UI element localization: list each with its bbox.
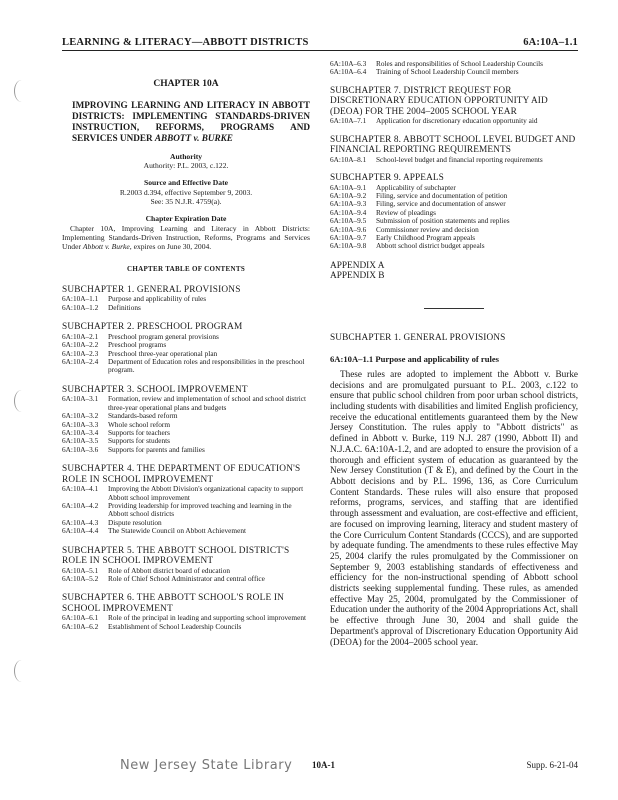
toc-entry-number: 6A:10A–9.2 xyxy=(330,191,367,201)
toc-entry-number: 6A:10A–6.3 xyxy=(330,59,367,68)
left-column xyxy=(62,60,310,631)
toc-subchapter-heading: SUBCHAPTER 5. THE ABBOTT SCHOOL DISTRICT'S ROLE IN SCHOOL IMPROVEMENT xyxy=(62,545,290,567)
toc-entry-label: Filing, service and documentation of petition xyxy=(376,191,508,201)
toc-entry-number: 6A:10A–9.5 xyxy=(330,216,367,226)
toc-entry-number: 6A:10A–9.3 xyxy=(330,199,367,209)
toc-entry xyxy=(330,242,578,250)
toc-entry-number: 6A:10A–7.1 xyxy=(330,116,367,126)
toc-entry xyxy=(62,412,310,420)
chapter-number: CHAPTER 10A xyxy=(153,79,219,89)
source-heading: Source and Effective Date xyxy=(143,178,228,188)
appendix-a: APPENDIX A xyxy=(330,260,385,271)
toc-entry-label: Review of pleadings xyxy=(376,207,436,217)
toc-entry-number: 6A:10A–2.2 xyxy=(62,340,99,350)
toc-entry xyxy=(62,358,310,375)
appendix-b: APPENDIX B xyxy=(330,271,385,282)
toc-entry-number: 6A:10A–1.1 xyxy=(62,294,99,304)
toc-entry-label: Role of Chief School Administrator and central office xyxy=(108,574,265,583)
toc-entry-label: Dispute resolution xyxy=(108,517,162,527)
toc-entry-label: Definitions xyxy=(108,302,141,312)
toc-entry xyxy=(62,421,310,429)
toc-subchapter-heading: SUBCHAPTER 2. PRESCHOOL PROGRAM xyxy=(62,322,243,333)
toc-entry-number: 6A:10A–8.1 xyxy=(330,154,367,164)
punch-mark-middle xyxy=(14,390,29,412)
toc-entry-label: Providing leadership for improved teaching and learning in the Abbott school districts xyxy=(108,500,292,519)
toc-subchapter-heading: SUBCHAPTER 7. DISTRICT REQUEST FOR DISCRETIONARY EDUCATION OPPORTUNITY AID (DEOA) FOR THE 2004–2005 SCHOOL YEAR xyxy=(330,85,548,117)
toc-entry-label: Application for discretionary education opportunity aid xyxy=(376,116,538,126)
toc-entry-label: Filing, service and documentation of answer xyxy=(376,199,506,209)
toc-entry xyxy=(62,502,310,519)
page-number: 10A-1 xyxy=(312,760,335,770)
toc-subchapter-heading: SUBCHAPTER 9. APPEALS xyxy=(330,173,444,184)
toc-subchapter-heading: SUBCHAPTER 1. GENERAL PROVISIONS xyxy=(62,284,241,295)
toc-entry-label: Department of Education roles and responsibilities in the preschool program. xyxy=(108,357,305,375)
body-section-heading: 6A:10A–1.1 Purpose and applicability of rules xyxy=(330,354,500,365)
toc-subchapter-heading: SUBCHAPTER 4. THE DEPARTMENT OF EDUCATION'S ROLE IN SCHOOL IMPROVEMENT xyxy=(62,464,301,485)
chapter-title: IMPROVING LEARNING AND LITERACY IN ABBOTT DISTRICTS: IMPLEMENTING STANDARDS-DRIVEN INSTRUCTION, REFORMS, PROGRAMS AND SERVICES UNDER ABBOTT v. BURKE xyxy=(72,99,310,143)
section-divider xyxy=(424,308,484,309)
toc-entry-label: Roles and responsibilities of School Leadership Councils xyxy=(376,59,543,68)
toc-entry-number: 6A:10A–9.6 xyxy=(330,224,367,234)
toc-entry-label: Formation, review and implementation of school and school district three-year operational plans and budgets xyxy=(108,394,306,412)
toc-entry-label: Abbott school district budget appeals xyxy=(376,241,485,251)
toc-entry-number: 6A:10A–2.3 xyxy=(62,348,99,358)
source-line-1: R.2003 d.394, effective September 9, 2003. xyxy=(119,187,253,197)
toc-entry-label: Preschool programs xyxy=(108,340,167,350)
toc-entry-number: 6A:10A–9.4 xyxy=(330,207,367,217)
toc-entry-label: Role of Abbott district board of education xyxy=(108,565,230,575)
toc-entry-label: Preschool program general provisions xyxy=(108,331,219,341)
toc-entry xyxy=(330,117,578,125)
toc-entry-label: Early Childhood Program appeals xyxy=(376,233,476,243)
toc-entry-label: Applicability of subchapter xyxy=(376,182,456,192)
toc-entry xyxy=(62,333,310,341)
toc-entry-number: 6A:10A–9.8 xyxy=(330,241,367,251)
library-stamp: New Jersey State Library xyxy=(120,758,293,773)
toc-entry-number: 6A:10A–3.3 xyxy=(62,419,99,429)
toc-entry-label: School-level budget and financial reporting requirements xyxy=(376,154,543,164)
toc-entry-number: 6A:10A–2.4 xyxy=(62,357,99,366)
toc-entry-number: 6A:10A–4.1 xyxy=(62,484,99,494)
body-subchapter-heading: SUBCHAPTER 1. GENERAL PROVISIONS xyxy=(330,332,506,343)
toc-entry xyxy=(62,485,310,502)
toc-entry xyxy=(330,68,578,76)
toc-entry-number: 6A:10A–3.1 xyxy=(62,394,99,404)
toc-continued-items xyxy=(330,60,578,77)
toc-entry-number: 6A:10A–6.2 xyxy=(62,621,99,631)
toc-entry-number: 6A:10A–2.1 xyxy=(62,331,99,341)
running-header xyxy=(62,36,578,51)
toc-entry-number: 6A:10A–6.1 xyxy=(62,613,99,623)
toc-left-list xyxy=(62,285,310,631)
toc-subchapter-heading: SUBCHAPTER 8. ABBOTT SCHOOL LEVEL BUDGET AND FINANCIAL REPORTING REQUIREMENTS xyxy=(330,134,576,156)
header-title: LEARNING & LITERACY—ABBOTT DISTRICTS xyxy=(62,37,309,48)
toc-entry-label: Supports for teachers xyxy=(108,427,171,437)
toc-entry-label: Improving the Abbott Division's organizational capacity to support Abbott school improvement xyxy=(108,484,304,502)
toc-subchapter-heading: SUBCHAPTER 3. SCHOOL IMPROVEMENT xyxy=(62,384,248,395)
toc-entry-label: Role of the principal in leading and supporting school improvement xyxy=(108,613,306,623)
toc-entry xyxy=(62,446,310,454)
toc-entry-label: Supports for students xyxy=(108,436,171,446)
toc-entry-number: 6A:10A–4.3 xyxy=(62,517,99,527)
toc-entry xyxy=(62,395,310,412)
toc-entry-label: Supports for parents and families xyxy=(108,444,205,454)
toc-entry xyxy=(62,304,310,312)
toc-entry xyxy=(62,295,310,303)
toc-entry-label: Preschool three-year operational plan xyxy=(108,348,218,358)
toc-entry-number: 6A:10A–3.5 xyxy=(62,436,99,446)
expiration-heading: Chapter Expiration Date xyxy=(145,213,227,223)
toc-entry xyxy=(62,575,310,583)
right-column xyxy=(330,60,578,647)
toc-entry-number: 6A:10A–1.2 xyxy=(62,302,99,312)
page-footer xyxy=(62,758,578,778)
toc-right-list xyxy=(330,86,578,251)
toc-entry-label: Whole school reform xyxy=(108,419,171,429)
authority-heading: Authority xyxy=(169,151,203,161)
toc-entry-label: Establishment of School Leadership Councils xyxy=(108,621,242,631)
toc-entry-number: 6A:10A–6.4 xyxy=(330,67,367,77)
authority-text: Authority: P.L. 2003, c.122. xyxy=(143,161,229,171)
toc-entry-label: Submission of position statements and replies xyxy=(376,216,510,226)
toc-entry-number: 6A:10A–9.1 xyxy=(330,182,367,192)
toc-entry-label: Training of School Leadership Council members xyxy=(376,67,519,77)
toc-subchapter-heading: SUBCHAPTER 6. THE ABBOTT SCHOOL'S ROLE IN SCHOOL IMPROVEMENT xyxy=(62,593,285,614)
toc-entry-number: 6A:10A–9.7 xyxy=(330,233,367,243)
toc-entry-number: 6A:10A–3.6 xyxy=(62,444,99,454)
toc-entry-label: Standards-based reform xyxy=(108,411,178,421)
punch-mark-bottom xyxy=(14,660,29,682)
body-paragraph: These rules are adopted to implement the Abbott v. Burke decisions and are promulgated pursuant to P.L. 2003, c.122 to ensure that public school children from poor urban school districts, including students with disabilities and limited English proficiency, receive the educational entitlements guaranteed them by the New Jersey Constitution. The rules apply to "Abbott districts" as defined in Abbott v. Burke, 119 N.J. 287 (1990, Abbott II) and N.J.A.C. 6A:10A-1.2, and are adopted to ensure the provision of a thorough and efficient system of education as guaranteed by the New Jersey Constitution (T & E), and defined by the Court in the Abbott decisions and by P.L. 1996, 136, as Core Curriculum Content Standards. These rules will also ensure that proposed reforms, programs, services, and staffing that are identified through assessment and evaluation, are cost-effective and efficient, are focused on improving learning, literacy and student mastery of the Core Curriculum Content Standards (CCCS), and are supported by adequate funding. The amendments to these rules effective May 25, 2004 clarify the rules promulgated by the Commissioner on September 9, 2003 establishing standards of effectiveness and efficiency for the non-instructional spending of Abbott school districts seeking supplemental funding. These rules, as amended effective May 25, 2004, promulgated by the Commissioner of Education under the authority of the 2004 Appropriations Act, shall be effective through June 30, 2004 and shall guide the Department's approval of Discretionary Education Opportunity Aid (DEOA) for the 2004–2005 school year. xyxy=(330,368,579,647)
toc-entry xyxy=(62,429,310,437)
toc-entry xyxy=(62,527,310,535)
toc-entry-number: 6A:10A–4.4 xyxy=(62,526,99,536)
toc-entry-number: 6A:10A–3.4 xyxy=(62,427,99,437)
toc-entry-number: 6A:10A–5.1 xyxy=(62,565,99,575)
toc-entry-number: 6A:10A–4.2 xyxy=(62,500,99,510)
source-line-2: See: 35 N.J.R. 4759(a). xyxy=(150,196,222,206)
toc-entry-label: Purpose and applicability of rules xyxy=(108,294,207,304)
toc-entry-label: Commissioner review and decision xyxy=(376,224,479,234)
toc-entry-label: The Statewide Council on Abbott Achievement xyxy=(108,526,247,536)
punch-mark-top xyxy=(14,80,29,102)
toc-title: CHAPTER TABLE OF CONTENTS xyxy=(126,265,246,274)
toc-entry xyxy=(330,156,578,164)
toc-entry-number: 6A:10A–3.2 xyxy=(62,411,99,421)
header-section-number: 6A:10A–1.1 xyxy=(523,37,578,48)
toc-entry-number: 6A:10A–5.2 xyxy=(62,574,99,583)
supplement-date: Supp. 6-21-04 xyxy=(526,760,578,770)
expiration-text: Chapter 10A, Improving Learning and Literacy in Abbott Districts: Implementing Standards-Driven Instruction, Reforms, Programs and Services Under Abbott v. Burke, expires on June 30, 2004. xyxy=(62,224,310,252)
toc-entry xyxy=(330,200,578,208)
toc-entry xyxy=(62,623,310,631)
